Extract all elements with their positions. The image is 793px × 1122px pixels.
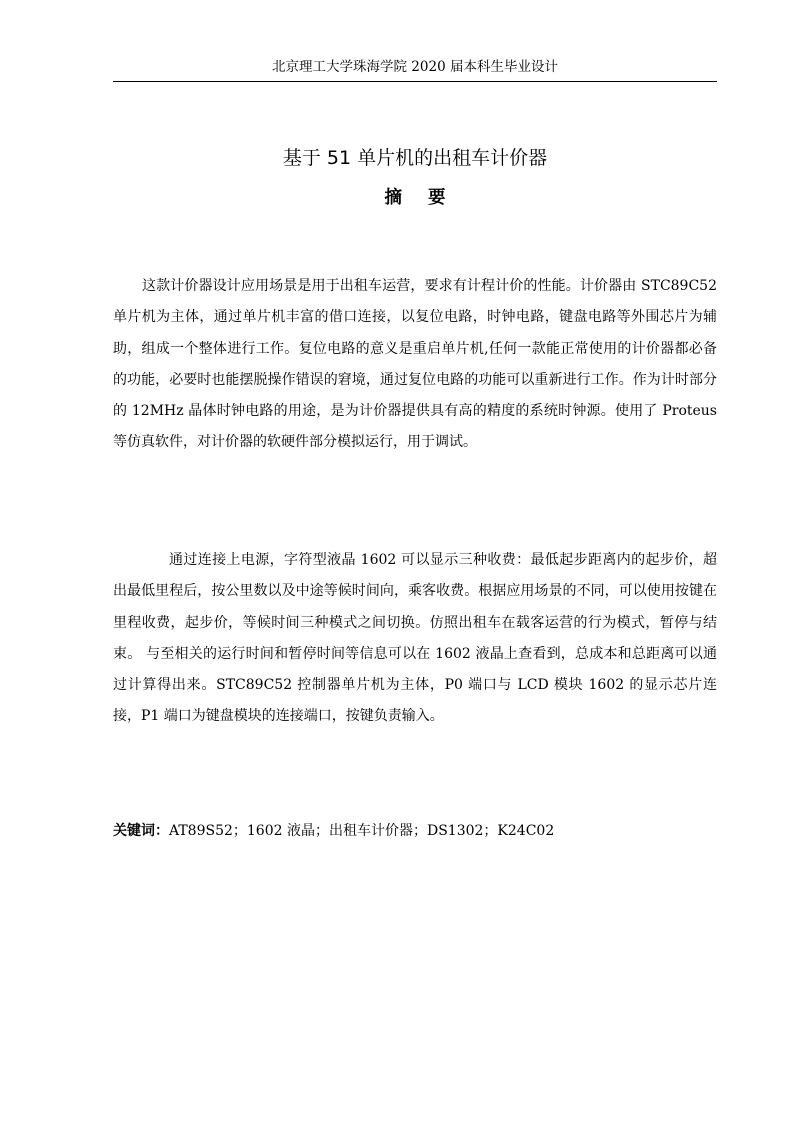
running-header: 北京理工大学珠海学院 2020 届本科生毕业设计 (272, 59, 558, 75)
header-divider (113, 81, 717, 82)
document-title: 基于 51 单片机的出租车计价器 (282, 147, 548, 169)
abstract-paragraph-2: 通过连接上电源，字符型液晶 1602 可以显示三种收费：最低起步距离内的起步价，超出最低里程后，按公里数以及中途等候时间向，乘客收费。根据应用场景的不同，可以使用按键在里程收费，起步价，等候时间三种模式之间切换。仿照出租车在载客运营的行为模式，暂停与结束。 与至相关的运行时间和暂停时间等信息可以在 1602 液晶上查看到，总成本和总距离可以通过计算得出来。STC89C52 控制器单片机为主体，P0 端口与 LCD 模块 1602 的显示芯片连接，P1 端口为键盘模块的连接端口，按键负责输入。 (113, 552, 717, 725)
keywords-value: AT89S52；1602 液晶；出租车计价器；DS1302；K24C02 (169, 823, 555, 839)
abstract-paragraph-1: 这款计价器设计应用场景是用于出租车运营，要求有计程计价的性能。计价器由 STC89C52 单片机为主体，通过单片机丰富的借口连接，以复位电路，时钟电路，键盘电路等外围芯片为辅助，组成一个整体进行工作。复位电路的意义是重启单片机,任何一款能正常使用的计价器都必备的功能，必要时也能摆脱操作错误的窘境，通过复位电路的功能可以重新进行工作。作为计时部分的 12MHz 晶体时钟电路的用途，是为计价器提供具有高的精度的系统时钟源。使用了 Proteus 等仿真软件，对计价器的软硬件部分模拟运行，用于调试。 (113, 278, 717, 451)
keywords-line (113, 819, 717, 843)
abstract-heading: 摘要 (384, 188, 472, 208)
keywords-label: 关键词： (113, 823, 169, 839)
